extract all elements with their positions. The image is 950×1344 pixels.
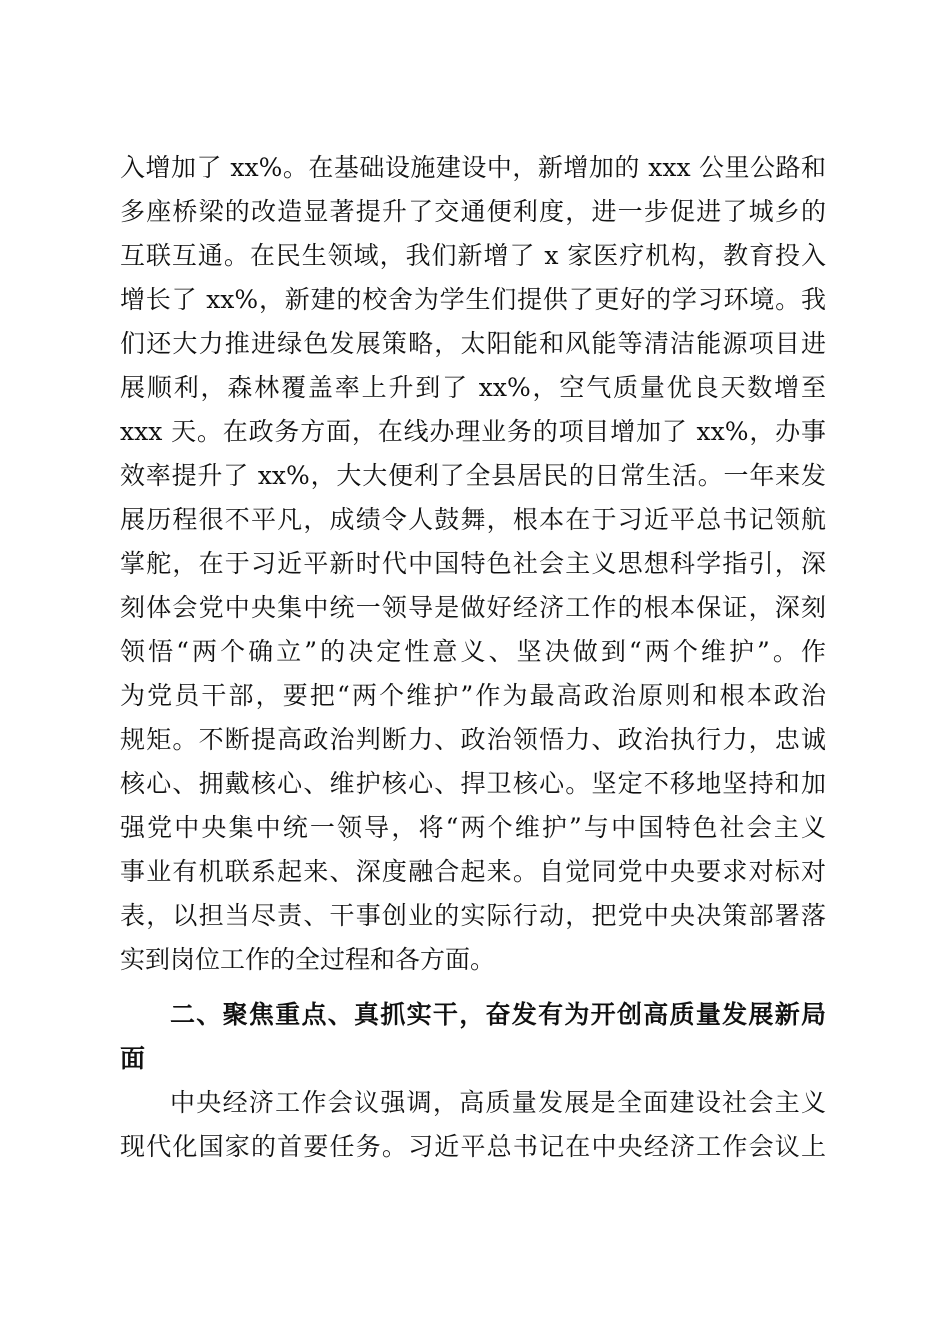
section-heading-line-1: 二、聚焦重点、真抓实干，奋发有为开创高质量发展新局 [170, 1000, 826, 1029]
paragraph-1-line-19: 实到岗位工作的全过程和各方面。 [120, 945, 496, 974]
paragraph-1-line-16: 强党中央集中统一领导，将“两个维护”与中国特色社会主义 [120, 813, 826, 842]
paragraph-1-line-3: 互联互通。在民生领域，我们新增了 x 家医疗机构，教育投入 [120, 241, 826, 270]
paragraph-1-line-6: 展顺利，森林覆盖率上升到了 xx%，空气质量优良天数增至 [120, 373, 826, 402]
paragraph-1-line-2: 多座桥梁的改造显著提升了交通便利度，进一步促进了城乡的 [120, 197, 826, 226]
paragraph-1-line-12: 领悟“两个确立”的决定性意义、坚决做到“两个维护”。作 [120, 637, 826, 666]
paragraph-1-line-18: 表，以担当尽责、干事创业的实际行动，把党中央决策部署落 [120, 901, 826, 930]
paragraph-1-line-13: 为党员干部，要把“两个维护”作为最高政治原则和根本政治 [120, 681, 826, 710]
paragraph-2-line-2: 现代化国家的首要任务。习近平总书记在中央经济工作会议上 [120, 1132, 826, 1161]
paragraph-1-line-5: 们还大力推进绿色发展策略，太阳能和风能等清洁能源项目进 [120, 329, 826, 358]
section-heading-line-2: 面 [120, 1044, 146, 1073]
paragraph-1-line-4: 增长了 xx%，新建的校舍为学生们提供了更好的学习环境。我 [120, 285, 826, 314]
paragraph-1-line-14: 规矩。不断提高政治判断力、政治领悟力、政治执行力，忠诚 [120, 725, 826, 754]
paragraph-1-line-10: 掌舵，在于习近平新时代中国特色社会主义思想科学指引，深 [120, 549, 826, 578]
paragraph-1-line-7: xxx 天。在政务方面，在线办理业务的项目增加了 xx%，办事 [120, 417, 826, 446]
paragraph-2-line-1: 中央经济工作会议强调，高质量发展是全面建设社会主义 [170, 1088, 826, 1117]
paragraph-1-line-8: 效率提升了 xx%，大大便利了全县居民的日常生活。一年来发 [120, 461, 826, 490]
paragraph-1-line-11: 刻体会党中央集中统一领导是做好经济工作的根本保证，深刻 [120, 593, 826, 622]
paragraph-1-line-15: 核心、拥戴核心、维护核心、捍卫核心。坚定不移地坚持和加 [120, 769, 826, 798]
paragraph-1-line-1: 入增加了 xx%。在基础设施建设中，新增加的 xxx 公里公路和 [120, 153, 826, 182]
paragraph-1-line-9: 展历程很不平凡，成绩令人鼓舞，根本在于习近平总书记领航 [120, 505, 826, 534]
paragraph-1-line-17: 事业有机联系起来、深度融合起来。自觉同党中央要求对标对 [120, 857, 826, 886]
